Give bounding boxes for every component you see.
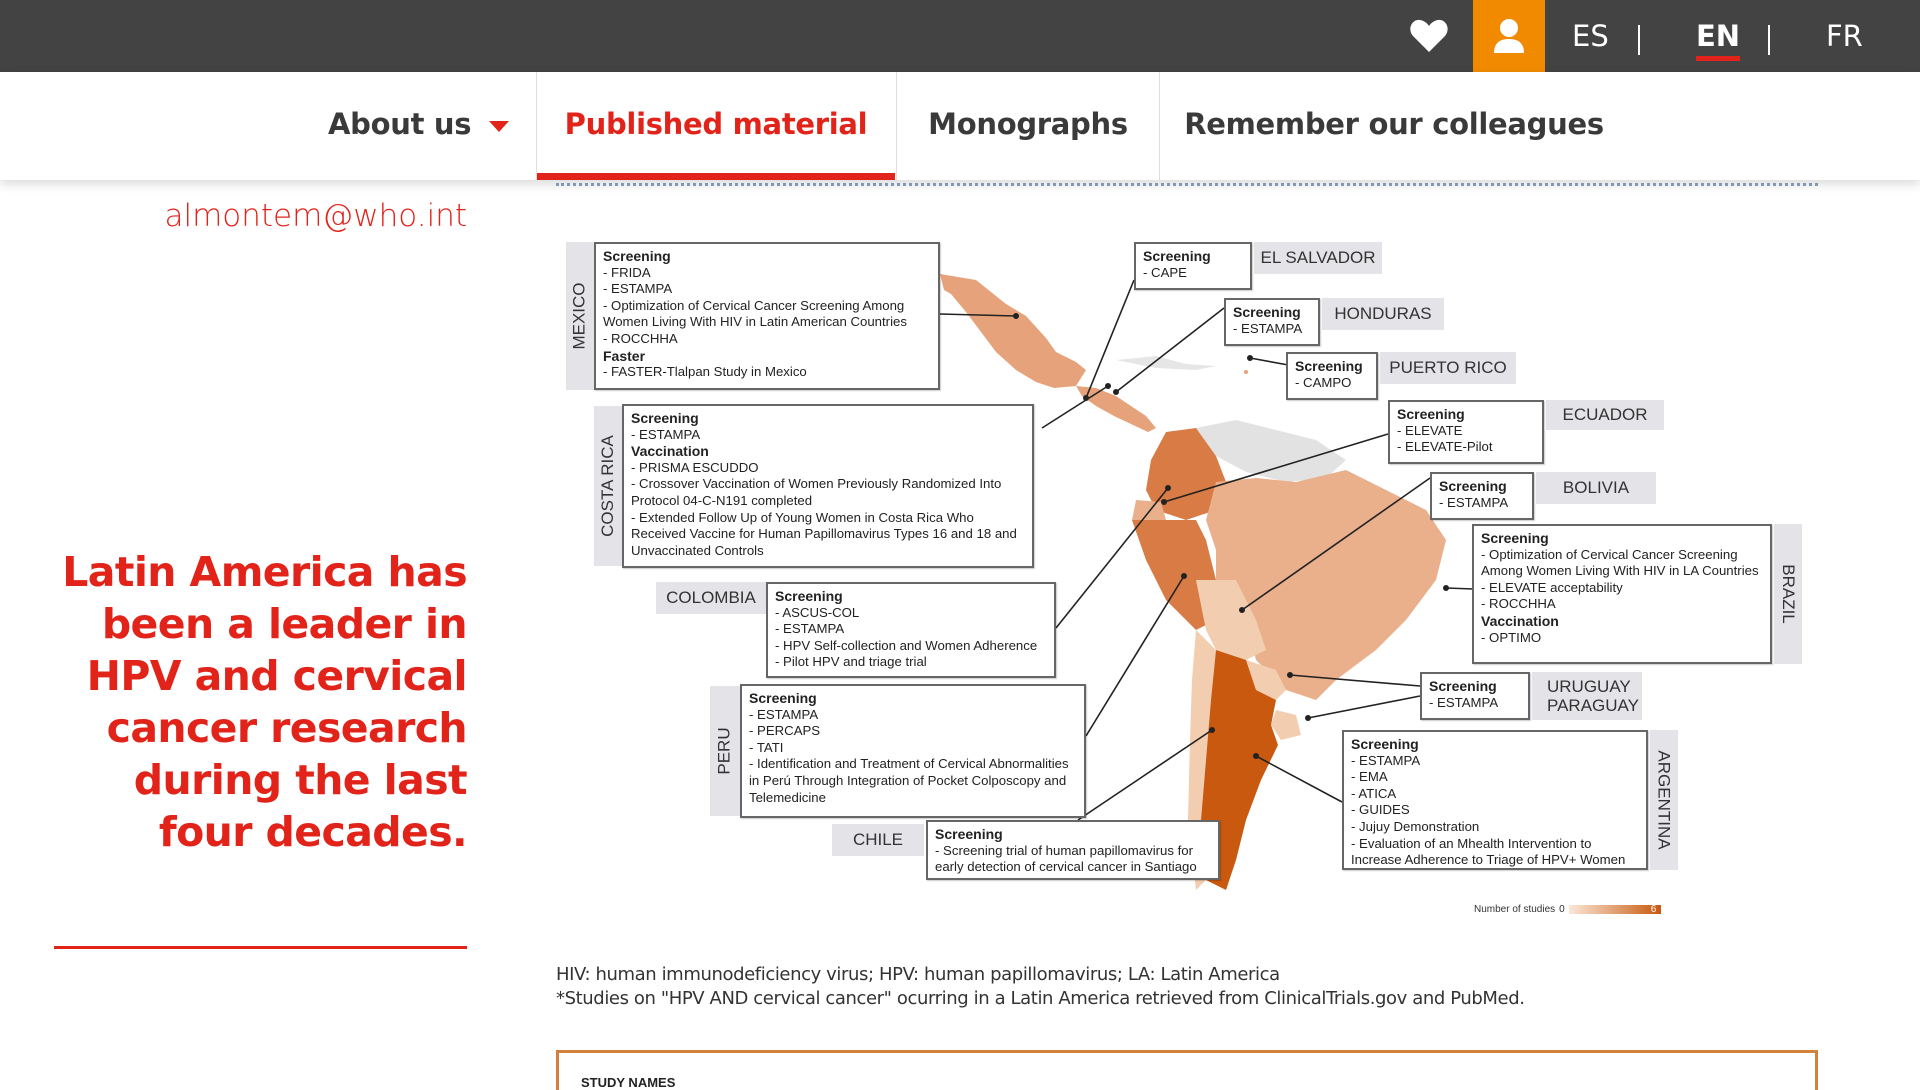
studies-box-colombia — [766, 582, 1056, 678]
country-label-honduras: HONDURAS — [1322, 298, 1444, 330]
study-category: Screening — [1295, 358, 1363, 374]
section-divider — [556, 183, 1818, 186]
study-item: - Optimization of Cervical Cancer Screening Among Women Living With HIV in LA Countries — [1481, 546, 1759, 579]
study-item: - PERCAPS — [749, 723, 821, 739]
studies-box-brazil — [1472, 524, 1772, 664]
study-item: - PRISMA ESCUDDO — [631, 459, 759, 475]
studies-box-uruguay-paraguay — [1420, 672, 1530, 720]
studies-box-peru — [740, 684, 1086, 818]
country-label-el-salvador: EL SALVADOR — [1254, 242, 1382, 274]
country-label-bolivia: BOLIVIA — [1536, 472, 1656, 504]
country-label-mexico: MEXICO — [566, 242, 594, 390]
map-region-uruguay — [1271, 710, 1301, 740]
legend-max: 6 — [1650, 904, 1657, 915]
studies-box-mexico — [594, 242, 940, 390]
study-item: - ATICA — [1351, 785, 1397, 801]
studies-box-costa-rica — [622, 404, 1034, 568]
legend-color-scale — [1569, 905, 1661, 914]
study-item: - ESTAMPA — [631, 426, 701, 442]
main-nav — [0, 72, 1920, 180]
study-category: Screening — [1481, 530, 1549, 546]
study-item: - ASCUS-COL — [775, 604, 860, 620]
study-category: Vaccination — [1481, 612, 1559, 629]
user-icon — [1493, 18, 1525, 54]
studies-box-argentina — [1342, 730, 1648, 870]
language-es[interactable]: ES — [1572, 19, 1609, 53]
studies-box-ecuador — [1388, 400, 1544, 464]
study-item: - Jujuy Demonstration — [1351, 818, 1480, 834]
study-item: - ESTAMPA — [1351, 752, 1421, 768]
study-item: - ESTAMPA — [1439, 494, 1509, 510]
nav-about-us[interactable] — [328, 72, 509, 180]
studies-box-puerto-rico — [1286, 352, 1378, 400]
studies-box-bolivia — [1430, 472, 1534, 520]
nav-about-us-label: About us — [328, 107, 472, 141]
study-item: - GUIDES — [1351, 802, 1410, 818]
contact-email-link[interactable]: almontem@who.int — [164, 198, 467, 234]
study-category: Screening — [1233, 304, 1301, 320]
study-item: - ELEVATE-Pilot — [1397, 439, 1493, 455]
study-item: - ROCCHHA — [1481, 596, 1556, 612]
study-item: - ESTAMPA — [749, 706, 819, 722]
study-item: - ESTAMPA — [1233, 320, 1303, 336]
account-button[interactable] — [1473, 0, 1545, 72]
heart-icon[interactable] — [1409, 18, 1449, 54]
figure-footnote-source: *Studies on "HPV AND cervical cancer" ocurring in a Latin America retrieved from ClinicalTrials.gov and PubMed. — [556, 988, 1525, 1009]
country-label-ecuador: ECUADOR — [1546, 400, 1664, 430]
study-item: - ESTAMPA — [1429, 694, 1499, 710]
legend-label: Number of studies — [1474, 904, 1556, 915]
study-category: Screening — [775, 588, 843, 604]
study-item: - FASTER-Tlalpan Study in Mexico — [603, 364, 807, 380]
study-item: - FRIDA — [603, 264, 651, 280]
study-category: Vaccination — [631, 443, 709, 460]
study-item: - Extended Follow Up of Young Women in Costa Rica Who Received Vaccine for Human Papillomavirus Types 16 and 18 and Unvaccinated Controls — [631, 509, 1017, 558]
caret-down-icon — [489, 121, 509, 132]
nav-published-material[interactable]: Published material — [537, 72, 895, 180]
studies-box-chile — [926, 820, 1220, 880]
study-item: - ESTAMPA — [775, 621, 845, 637]
study-item: - TATI — [749, 739, 784, 755]
country-label-colombia: COLOMBIA — [656, 582, 766, 614]
language-en[interactable]: EN — [1696, 19, 1741, 53]
study-category: Screening — [749, 690, 817, 706]
country-label-costa-rica: COSTA RICA — [594, 406, 622, 566]
study-category: Screening — [935, 826, 1003, 842]
study-item: - HPV Self-collection and Women Adherence — [775, 637, 1038, 653]
study-category: Screening — [1439, 478, 1507, 494]
country-label-uruguay-paraguay: URUGUAY PARAGUAY — [1532, 672, 1642, 720]
map-legend — [1474, 904, 1656, 915]
study-category: Screening — [1429, 678, 1497, 694]
study-item: - CAMPO — [1295, 374, 1352, 390]
language-separator — [1638, 25, 1640, 55]
quote-divider — [54, 946, 467, 949]
highlight-quote: Latin America has been a leader in HPV and cervical cancer research during the last four decades. — [62, 548, 467, 856]
study-item: - OPTIMO — [1481, 629, 1542, 645]
study-item: - Screening trial of human papillomavirus for early detection of cervical cancer in Santiago — [935, 842, 1197, 875]
studies-box-honduras — [1224, 298, 1320, 346]
study-item: - Pilot HPV and triage trial — [775, 654, 927, 670]
study-category: Screening — [1143, 248, 1211, 264]
study-item: - Evaluation of an Mhealth Intervention to Increase Adherence to Triage of HPV+ Women — [1351, 835, 1626, 868]
study-item: - Crossover Vaccination of Women Previously Randomized Into Protocol 04-C-N191 completed — [631, 476, 1002, 508]
study-item: - ROCCHHA — [603, 330, 678, 346]
study-item: - ELEVATE — [1397, 422, 1463, 438]
study-item: - CAPE — [1143, 264, 1187, 280]
latin-america-studies-map — [556, 220, 1818, 940]
country-label-chile: CHILE — [832, 824, 924, 856]
study-names-table — [556, 1050, 1818, 1090]
study-category: Screening — [603, 248, 671, 264]
map-region-mexico — [940, 274, 1086, 388]
nav-remember-colleagues[interactable]: Remember our colleagues — [1184, 107, 1604, 141]
studies-box-el-salvador — [1134, 242, 1252, 290]
country-label-peru: PERU — [710, 686, 740, 816]
top-bar — [0, 0, 1920, 72]
study-category: Screening — [1397, 406, 1465, 422]
study-category: Screening — [631, 410, 699, 426]
nav-monographs[interactable]: Monographs — [928, 107, 1128, 141]
table-header: STUDY NAMES — [581, 1075, 676, 1090]
country-label-puerto-rico: PUERTO RICO — [1380, 352, 1516, 384]
country-label-brazil: BRAZIL — [1774, 524, 1802, 664]
study-item: - ELEVATE acceptability — [1481, 579, 1623, 595]
language-separator — [1768, 25, 1770, 55]
legend-min: 0 — [1559, 904, 1565, 915]
country-label-argentina: ARGENTINA — [1650, 730, 1678, 870]
study-item: - ESTAMPA — [603, 281, 673, 297]
study-item: - EMA — [1351, 769, 1388, 785]
study-category: Faster — [603, 347, 646, 364]
study-item: - Optimization of Cervical Cancer Screening Among Women Living With HIV in Latin American Countries — [603, 297, 907, 330]
figure-footnote-abbreviations: HIV: human immunodeficiency virus; HPV: human papillomavirus; LA: Latin America — [556, 964, 1280, 985]
language-fr[interactable]: FR — [1826, 19, 1863, 53]
map-region-caribbean — [1116, 356, 1216, 370]
study-category: Screening — [1351, 736, 1419, 752]
study-item: - Identification and Treatment of Cervical Abnormalities in Perú Through Integration of Pocket Colposcopy and Telemedicine — [749, 756, 1069, 805]
